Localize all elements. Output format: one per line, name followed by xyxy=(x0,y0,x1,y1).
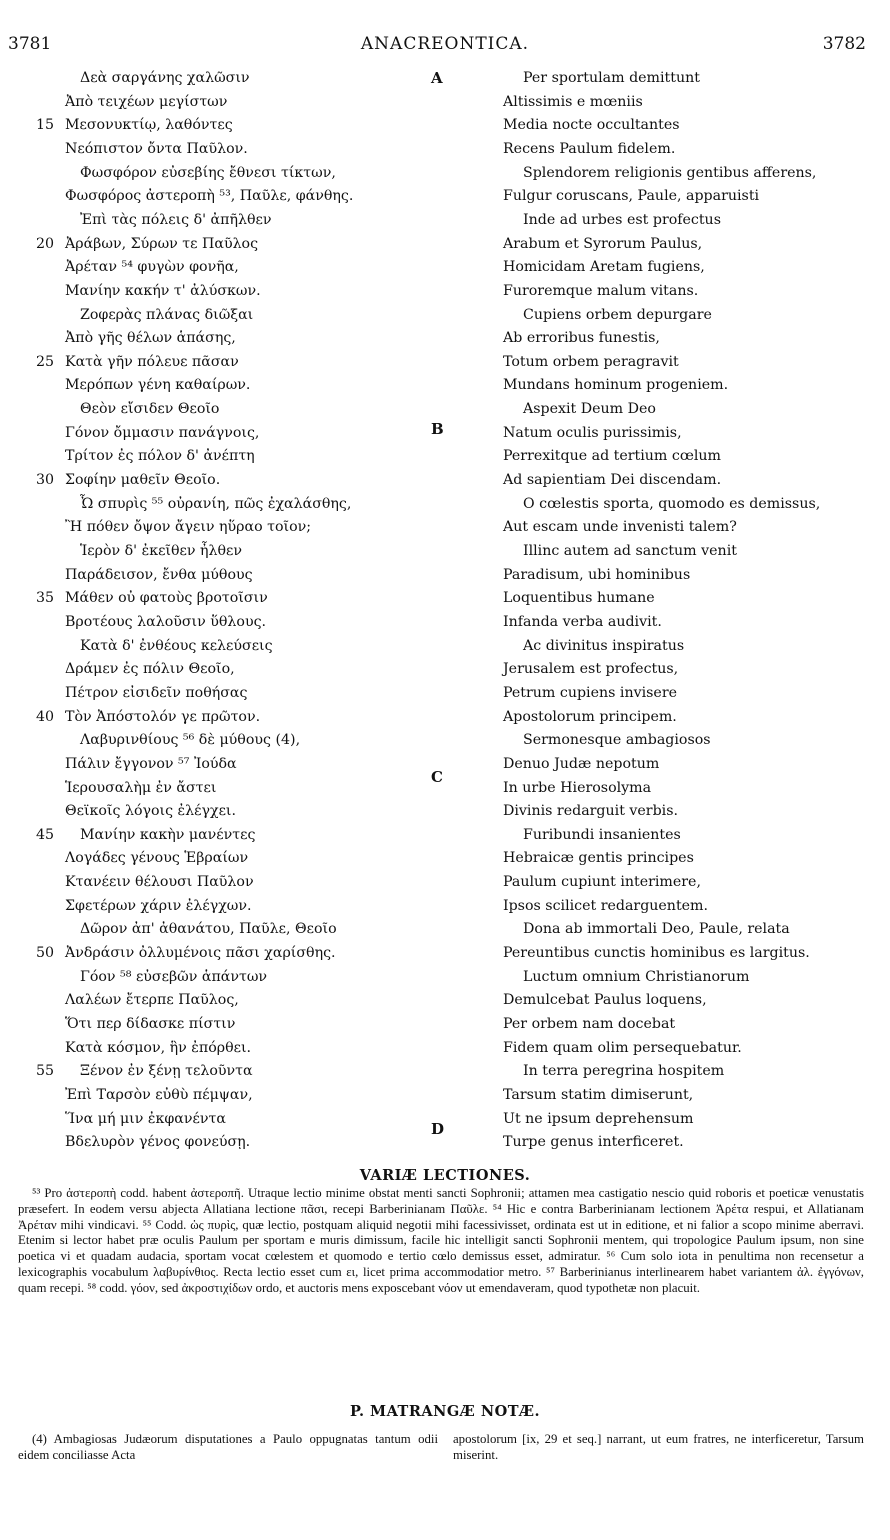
greek-verse-line: Νεόπιστον ὄντα Παῦλον. xyxy=(65,140,248,157)
greek-verse-line: Μάθεν οὐ φατοὺς βροτοῖσιν xyxy=(65,590,268,607)
latin-verse-line: Ipsos scilicet redarguentem. xyxy=(503,897,709,914)
greek-verse-line: Μεσονυκτίῳ, λαθόντες xyxy=(65,117,233,134)
verse-number: 20 xyxy=(36,235,55,252)
latin-verse-line: Tarsum statim dimiserunt, xyxy=(503,1086,694,1103)
verse-number: 55 xyxy=(36,1063,55,1080)
greek-verse-line: Ἐπὶ Ταρσὸν εὐθὺ πέμψαν, xyxy=(65,1086,253,1103)
latin-verse-line: Illinc autem ad sanctum venit xyxy=(523,543,737,559)
latin-verse-line: Splendorem religionis gentibus afferens, xyxy=(523,164,817,181)
margin-letter: C xyxy=(431,768,443,786)
latin-verse-line: Aspexit Deum Deo xyxy=(523,401,656,418)
greek-verse-line: Δεὰ σαργάνης χαλῶσιν xyxy=(80,70,250,86)
latin-verse-line: O cœlestis sporta, quomodo es demissus, xyxy=(523,495,821,512)
latin-verse-line: Inde ad urbes est profectus xyxy=(523,211,721,228)
latin-verse-line: Apostolorum principem. xyxy=(503,708,677,725)
latin-verse-line: Totum orbem peragravit xyxy=(503,353,679,370)
greek-verse-line: Κατὰ γῆν πόλευε πᾶσαν xyxy=(65,353,239,370)
greek-verse-line: Ἵνα μή μιν ἐκφανέντα xyxy=(65,1110,226,1127)
greek-verse-line: Βροτέους λαλοῦσιν ὕθλους. xyxy=(65,613,267,630)
greek-verse-line: Λογάδες γένους Ἑβραίων xyxy=(65,850,249,867)
latin-verse-line: Recens Paulum fidelem. xyxy=(503,140,676,157)
latin-verse-line: Per sportulam demittunt xyxy=(523,70,700,86)
verse-number: 30 xyxy=(36,472,55,489)
latin-verse-line: Pereuntibus cunctis hominibus es largitus. xyxy=(503,945,810,962)
latin-verse-line: Jerusalem est profectus, xyxy=(503,661,679,678)
latin-verse-line: Aut escam unde invenisti talem? xyxy=(503,519,737,536)
variae-lectiones-title: VARIÆ LECTIONES. xyxy=(359,1167,531,1184)
latin-verse-line: Loquentibus humane xyxy=(503,590,655,607)
margin-letter: B xyxy=(431,420,444,438)
greek-verse-line: Φωσφόρον εὐσεβίης ἔθνεσι τίκτων, xyxy=(80,164,336,181)
margin-letter: A xyxy=(431,69,443,87)
latin-verse-line: Ac divinitus inspiratus xyxy=(523,637,685,654)
greek-verse-line: Θεϊκοῖς λόγοις ἐλέγχει. xyxy=(65,803,236,820)
latin-verse-line: Petrum cupiens invisere xyxy=(503,684,677,701)
latin-verse-line: Ad sapientiam Dei discendam. xyxy=(503,472,722,489)
greek-verse-line: Ἀράβων, Σύρων τε Παῦλος xyxy=(65,235,259,252)
greek-verse-line: Ὦ σπυρὶς ⁵⁵ οὐρανίη, πῶς ἐχαλάσθης, xyxy=(80,495,352,512)
latin-verse-line: Hebraicæ gentis principes xyxy=(503,850,694,867)
greek-verse-line: Ἐπὶ τὰς πόλεις δ' ἀπῆλθεν xyxy=(80,211,272,228)
latin-verse-line: Cupiens orbem depurgare xyxy=(523,306,712,323)
latin-verse-line: In urbe Hierosolyma xyxy=(503,779,652,796)
greek-verse-line: Ἱερουσαλὴμ ἐν ἄστει xyxy=(65,779,217,796)
greek-verse-line: Μερόπων γένη καθαίρων. xyxy=(65,377,251,394)
latin-verse-line: Furoremque malum vitans. xyxy=(503,282,699,299)
greek-verse-line: Βδελυρὸν γένος φονεύσῃ. xyxy=(65,1134,251,1151)
greek-verse-line: Ἀρέταν ⁵⁴ φυγὼν φονῆα, xyxy=(65,259,239,276)
verse-number: 35 xyxy=(36,590,55,607)
greek-verse-line: Τὸν Ἀπόστολόν γε πρῶτον. xyxy=(65,708,261,725)
greek-verse-line: Σφετέρων χάριν ἐλέγχων. xyxy=(65,897,252,914)
latin-verse-line: Furibundi insanientes xyxy=(523,826,681,843)
greek-verse-line: Θεὸν εἴσιδεν Θεοῖο xyxy=(80,401,220,418)
latin-verse-line: Turpe genus interficeret. xyxy=(503,1134,684,1151)
greek-verse-line: Γόνον ὄμμασιν πανάγνοις, xyxy=(65,424,260,441)
latin-verse-line: In terra peregrina hospitem xyxy=(523,1063,725,1080)
greek-verse-line: Τρίτον ἐς πόλον δ' ἀνέπτη xyxy=(65,448,255,465)
note-column-right: apostolorum [ix, 29 et seq.] narrant, ut eum fratres, ne interficeretur, Tarsum miserint. xyxy=(453,1432,864,1462)
verse-number: 15 xyxy=(36,117,55,134)
latin-verse-line: Divinis redarguit verbis. xyxy=(503,803,679,820)
verse-number: 25 xyxy=(36,353,55,370)
latin-verse-line: Demulcebat Paulus loquens, xyxy=(503,992,707,1009)
greek-verse-line: Γόον ⁵⁸ εὐσεβῶν ἁπάντων xyxy=(80,968,268,985)
verse-number: 40 xyxy=(36,708,55,725)
verse-number: 45 xyxy=(36,826,55,843)
greek-verse-line: Πέτρον εἰσιδεῖν ποθήσας xyxy=(65,684,248,701)
latin-verse-line: Dona ab immortali Deo, Paule, relata xyxy=(523,921,790,938)
latin-verse-line: Fidem quam olim persequebatur. xyxy=(503,1039,742,1056)
greek-verse-line: Σοφίην μαθεῖν Θεοῖο. xyxy=(65,472,221,489)
greek-verse-line: Φωσφόρος ἀστεροπὴ ⁵³, Παῦλε, φάνθης. xyxy=(65,188,354,205)
greek-verse-line: Ὅτι περ δίδασκε πίστιν xyxy=(65,1016,236,1032)
page-number-left: 3781 xyxy=(8,34,52,54)
margin-letter: D xyxy=(431,1120,445,1138)
latin-verse-line: Paulum cupiunt interimere, xyxy=(503,874,701,891)
greek-verse-line: Ζοφερὰς πλάνας διῶξαι xyxy=(80,306,254,323)
greek-verse-line: Κατὰ κόσμον, ἣν ἐπόρθει. xyxy=(65,1039,252,1056)
greek-verse-line: Λαβυρινθίους ⁵⁶ δὲ μύθους (4), xyxy=(80,732,301,749)
latin-verse-line: Arabum et Syrorum Paulus, xyxy=(503,235,703,252)
latin-verse-line: Media nocte occultantes xyxy=(503,117,680,134)
greek-verse-line: Κατὰ δ' ἐνθέους κελεύσεις xyxy=(80,637,273,654)
running-title: ANACREONTICA. xyxy=(360,34,530,54)
latin-verse-line: Mundans hominum progeniem. xyxy=(503,377,729,394)
greek-verse-line: Μανίην κακήν τ' ἀλύσκων. xyxy=(65,282,261,299)
greek-verse-line: Ξένον ἐν ξένῃ τελοῦντα xyxy=(80,1063,253,1080)
greek-verse-line: Πάλιν ἔγγονον ⁵⁷ Ἰούδα xyxy=(65,755,237,772)
matrangae-notae-title: P. MATRANGÆ NOTÆ. xyxy=(349,1403,541,1420)
verse-number: 50 xyxy=(36,945,55,962)
greek-verse-line: Παράδεισον, ἔνθα μύθους xyxy=(65,566,253,583)
latin-verse-line: Paradisum, ubi hominibus xyxy=(503,566,691,583)
greek-verse-line: Ἱερὸν δ' ἐκεῖθεν ἦλθεν xyxy=(80,543,243,559)
latin-verse-line: Homicidam Aretam fugiens, xyxy=(503,259,705,276)
note-column-left: (4) Ambagiosas Judæorum disputationes a Paulo oppugnatas tantum odii eidem conciliasse Acta xyxy=(18,1432,438,1462)
latin-verse-line: Ab erroribus funestis, xyxy=(503,330,660,347)
latin-verse-line: Sermonesque ambagiosos xyxy=(523,732,711,749)
page-number-right: 3782 xyxy=(822,34,866,54)
greek-verse-line: Λαλέων ἔτερπε Παῦλος, xyxy=(65,992,239,1009)
latin-verse-line: Fulgur coruscans, Paule, apparuisti xyxy=(503,188,760,205)
latin-verse-line: Per orbem nam docebat xyxy=(503,1016,676,1032)
latin-verse-line: Perrexitque ad tertium cœlum xyxy=(503,448,722,465)
greek-verse-line: Δράμεν ἐς πόλιν Θεοῖο, xyxy=(65,661,235,678)
greek-verse-line: Ἀπὸ τειχέων μεγίστων xyxy=(65,93,228,110)
greek-verse-line: Ἀνδράσιν ὀλλυμένοις πᾶσι χαρίσθης. xyxy=(65,945,336,962)
greek-verse-line: Ἀπὸ γῆς θέλων ἁπάσης, xyxy=(65,330,236,347)
latin-verse-line: Ut ne ipsum deprehensum xyxy=(503,1110,694,1127)
latin-verse-line: Natum oculis purissimis, xyxy=(503,424,682,441)
latin-verse-line: Luctum omnium Christianorum xyxy=(523,968,750,985)
greek-verse-line: Ἢ πόθεν ὄψον ἄγειν ηὕραο τοῖον; xyxy=(65,519,312,536)
latin-verse-line: Denuo Judæ nepotum xyxy=(503,755,660,772)
greek-verse-line: Δῶρον ἀπ' ἀθανάτου, Παῦλε, Θεοῖο xyxy=(80,921,337,938)
greek-verse-line: Κτανέειν θέλουσι Παῦλον xyxy=(65,874,254,891)
latin-verse-line: Infanda verba audivit. xyxy=(503,613,662,630)
greek-verse-line: Μανίην κακὴν μανέντες xyxy=(80,826,256,843)
variae-lectiones-text: ⁵³ Pro ἀστεροπὴ codd. habent ἀστεροπῆ. Utraque lectio minime obstat menti sancti Sophronii; attamen mea castigatio nescio quid roboris et poeticæ venustatis præsefert. In eodem versu abjecta Allatiana lectione πᾶσι, recepi Barberinianam Παῦλε. ⁵⁴ Hic e contra Barberinianam lectionem Ἀρέτα respui, et Allatianam Ἀρέταν mihi vindicavi. ⁵⁵ Codd. ὡς πυρὶς, quæ lectio, postquam aliquid negotii mihi facessivisset, ordinata est ut in editione, et ni falior a scopo minime aberravi. Etenim si lector habet præ oculis Paulum per sportam e muris dimissum, facile hic intelligit sancti Sophronii mentem, qui tropologice Paulum ipsum, non sine poetica vi et quadam audacia, sportam vocat cœlestem et quomodo e tertio cœlo demissus esset, admiratur. ⁵⁶ Cum solo iota in penultima non recensetur a lexicographis vocabulum λαβυρίνθιος. Recta lectio esset cum ει, licet prima accommodatior metro. ⁵⁷ Barberinianus interlinearem habet variantem ἀλ. ἐγγόνων, quam recepi. ⁵⁸ codd. γόον, sed ἀκροστιχίδων ordo, et auctoris mens exposcebant νόον ut emendaveram, quod typothetæ non placuit. xyxy=(18,1186,864,1295)
latin-verse-line: Altissimis e mœniis xyxy=(503,93,643,110)
